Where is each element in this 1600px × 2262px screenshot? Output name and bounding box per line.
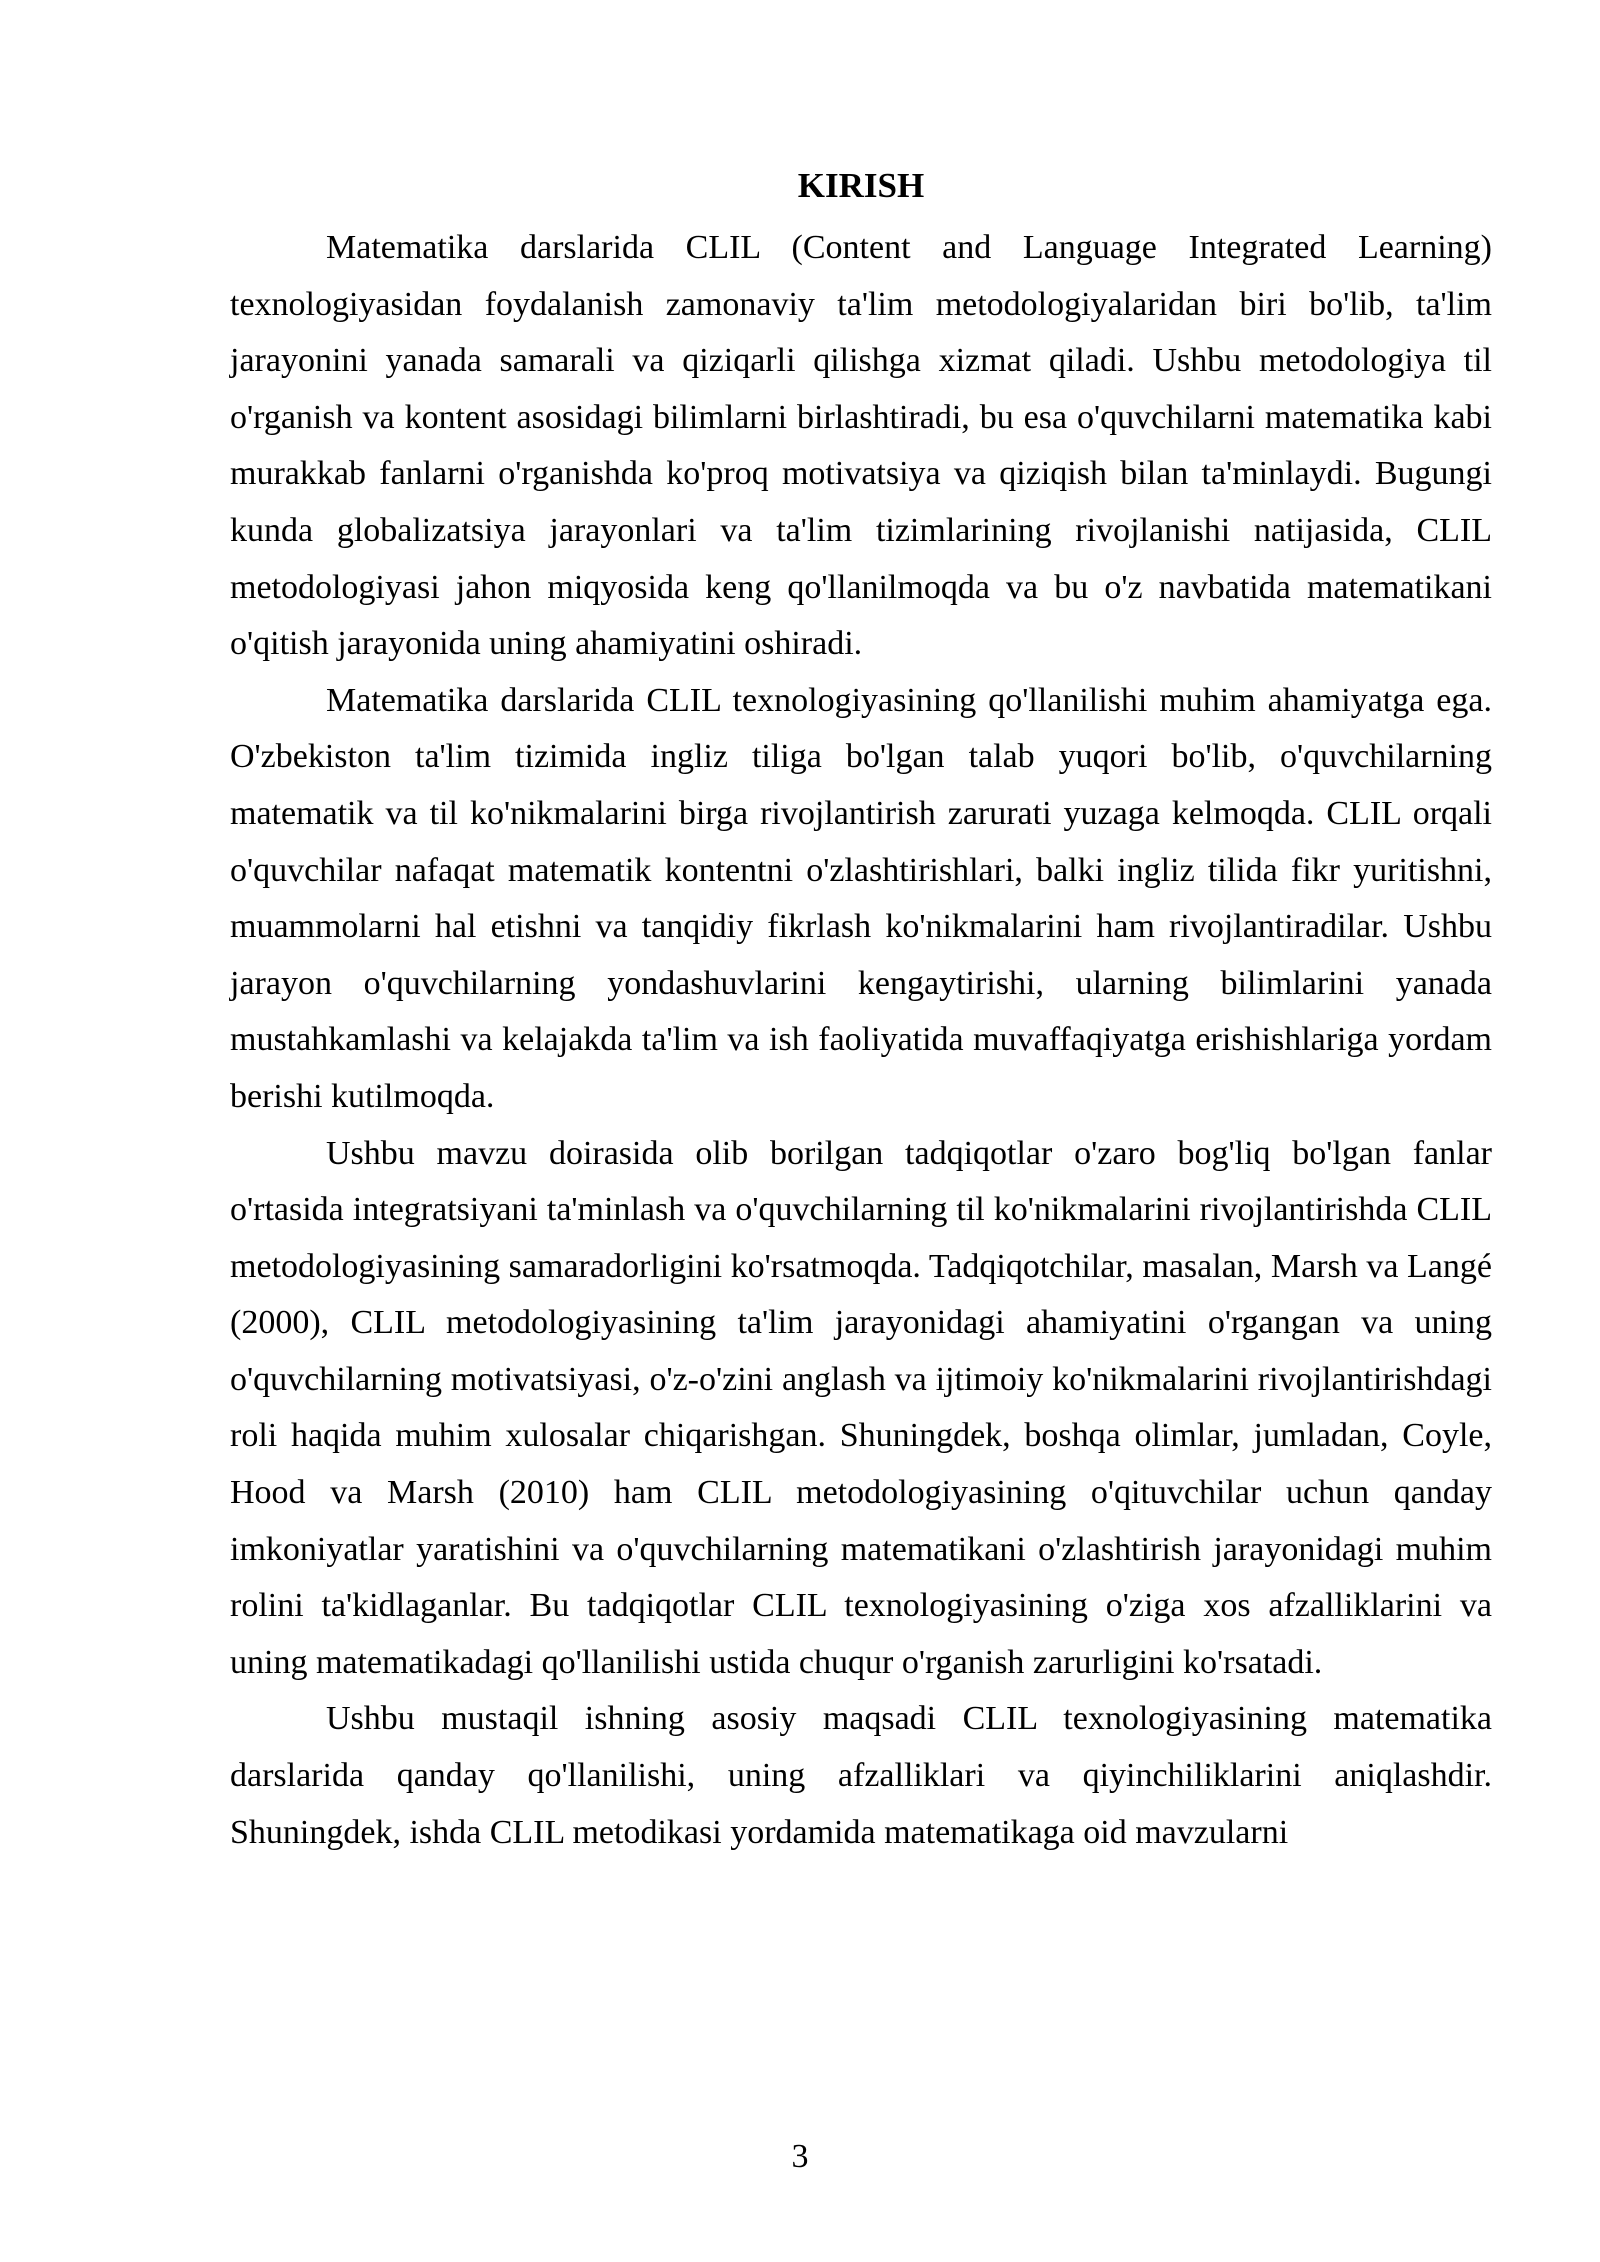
page-number: 3 xyxy=(791,2138,809,2175)
paragraph-4: Ushbu mustaqil ishning asosiy maqsadi CLIL texnologiyasining matematika darslarida qanday qo'llanilishi, uning afzalliklari va qiyinchiliklarini aniqlashdir. Shuningdek, ishda CLIL metodikasi yordamida matematikaga oid mavzularni xyxy=(230,1700,1492,1851)
page-title: KIRISH xyxy=(797,166,925,205)
page-content xyxy=(230,164,1492,1861)
paragraph-1: Matematika darslarida CLIL (Content and Language Integrated Learning) texnologiyasidan foydalanish zamonaviy ta'lim metodologiyalaridan biri bo'lib, ta'lim jarayonini yanada samarali va qiziqarli qilishga xizmat qiladi. Ushbu metodologiya til o'rganish va kontent asosidagi bilimlarni birlashtiradi, bu esa o'quvchilarni matematika kabi murakkab fanlarni o'rganishda ko'proq motivatsiya va qiziqish bilan ta'minlaydi. Bugungi kunda globalizatsiya jarayonlari va ta'lim tizimlarining rivojlanishi natijasida, CLIL metodologiyasi jahon miqyosida keng qo'llanilmoqda va bu o'z navbatida matematikani o'qitish jarayonida uning ahamiyatini oshiradi. xyxy=(230,229,1492,663)
paragraph-3: Ushbu mavzu doirasida olib borilgan tadqiqotlar o'zaro bog'liq bo'lgan fanlar o'rtasida integratsiyani ta'minlash va o'quvchilarning til ko'nikmalarini rivojlantirishda CLIL metodologiyasining samaradorligini ko'rsatmoqda. Tadqiqotchilar, masalan, Marsh va Langé (2000), CLIL metodologiyasining ta'lim jarayonidagi ahamiyatini o'rgangan va uning o'quvchilarning motivatsiyasi, o'z-o'zini anglash va ijtimoiy ko'nikmalarini rivojlantirishdagi roli haqida muhim xulosalar chiqarishgan. Shuningdek, boshqa olimlar, jumladan, Coyle, Hood va Marsh (2010) ham CLIL metodologiyasining o'qituvchilar uchun qanday imkoniyatlar yaratishini va o'quvchilarning matematikani o'zlashtirish jarayonidagi muhim rolini ta'kidlaganlar. Bu tadqiqotlar CLIL texnologiyasining o'ziga xos afzalliklarini va uning matematikadagi qo'llanilishi ustida chuqur o'rganish zarurligini ko'rsatadi. xyxy=(230,1134,1492,1681)
paragraph-2: Matematika darslarida CLIL texnologiyasining qo'llanilishi muhim ahamiyatga ega. O'zbekiston ta'lim tizimida ingliz tiliga bo'lgan talab yuqori bo'lib, o'quvchilarning matematik va til ko'nikmalarini birga rivojlantirish zarurati yuzaga kelmoqda. CLIL orqali o'quvchilar nafaqat matematik kontentni o'zlashtirishlari, balki ingliz tilida fikr yuritishni, muammolarni hal etishni va tanqidiy fikrlash ko'nikmalarini ham rivojlantiradilar. Ushbu jarayon o'quvchilarning yondashuvlarini kengaytirishi, ularning bilimlarini yanada mustahkamlashi va kelajakda ta'lim va ish faoliyatida muvaffaqiyatga erishishlariga yordam berishi kutilmoqda. xyxy=(230,681,1492,1115)
